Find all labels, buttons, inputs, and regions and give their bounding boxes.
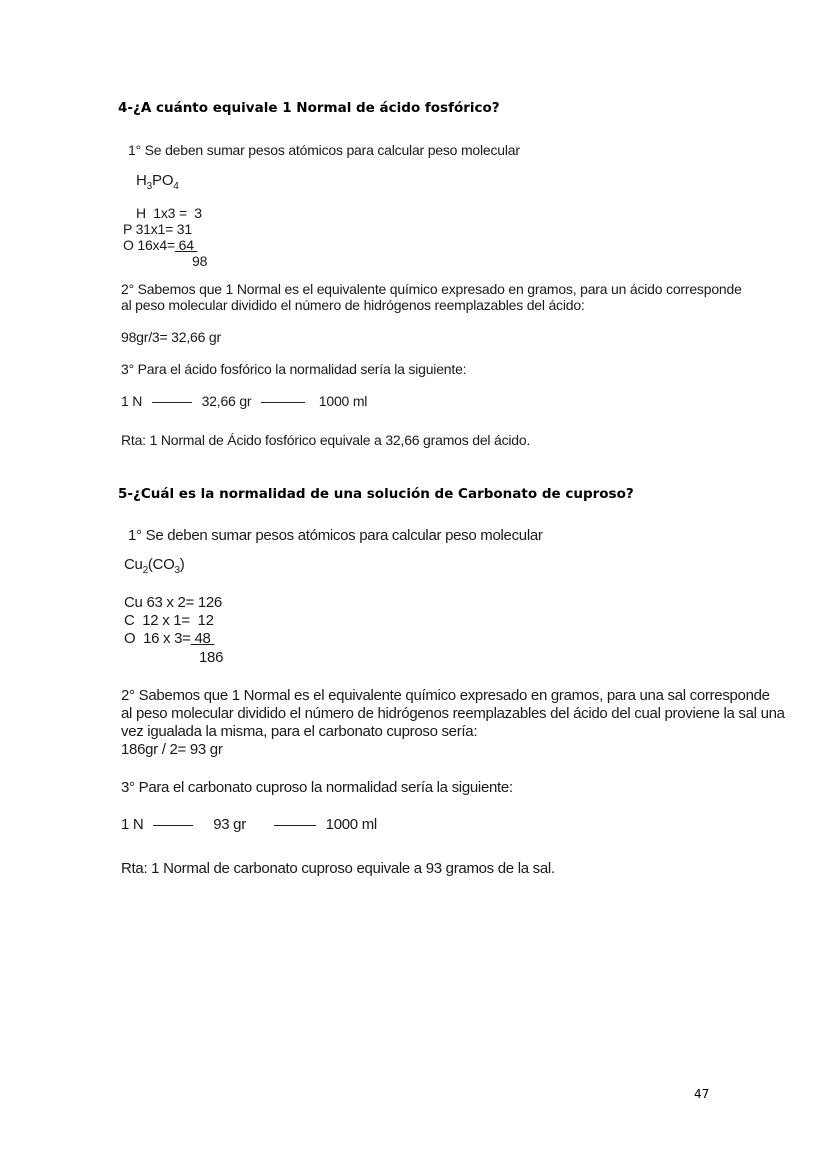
q5-step2-line2: al peso molecular dividido el número de hidrógenos reemplazables del ácido del cual proviene la sal una <box>121 705 785 722</box>
q4-division: 98gr/3= 32,66 gr <box>121 329 221 345</box>
q4-answer: Rta: 1 Normal de Ácido fosfórico equivale a 32,66 gramos del ácido. <box>121 432 531 448</box>
q5-eq-dash-1 <box>153 825 193 826</box>
q4-step3: 3° Para el ácido fosfórico la normalidad sería la siguiente: <box>121 361 467 377</box>
q4-step1: 1° Se deben sumar pesos atómicos para calcular peso molecular <box>128 142 520 158</box>
q5-answer: Rta: 1 Normal de carbonato cuproso equivale a 93 gramos de la sal. <box>121 860 555 877</box>
q5-division: 186gr / 2= 93 gr <box>121 741 223 758</box>
q4-equivalence: 1 N 32,66 gr 1000 ml <box>121 393 368 409</box>
q5-step1: 1° Se deben sumar pesos atómicos para calcular peso molecular <box>128 527 543 544</box>
q5-step2-line3: vez igualada la misma, para el carbonato cuproso sería: <box>121 723 478 740</box>
q4-step2-line2: al peso molecular dividido el número de hidrógenos reemplazables del ácido: <box>121 297 585 313</box>
q4-calc-p: P 31x1= 31 <box>123 221 192 237</box>
page-number: 47 <box>694 1087 710 1101</box>
q5-formula: $Cu_2(CO_3)$ <box>124 556 185 576</box>
q5-calc-c: C 12 x 1= 12 <box>124 612 214 629</box>
q4-title: 4-¿A cuánto equivale 1 Normal de ácido fosfórico? <box>118 100 500 116</box>
q4-calc-total: 98 <box>192 253 208 269</box>
q4-formula: $H_3PO_4$ <box>136 172 179 192</box>
q5-equivalence: 1 N 93 gr 1000 ml <box>121 816 377 833</box>
q5-calc-o: O 16 x 3= 48 <box>124 630 215 647</box>
q5-step2-line1: 2° Sabemos que 1 Normal es el equivalente químico expresado en gramos, para una sal corresponde <box>121 687 770 704</box>
q5-title: 5-¿Cuál es la normalidad de una solución de Carbonato de cuproso? <box>118 486 634 502</box>
q4-eq-dash-2 <box>261 402 305 403</box>
q4-eq-dash-1 <box>152 402 192 403</box>
q4-calc-o: O 16x4= 64 <box>123 237 198 253</box>
q4-calc-h: H 1x3 = 3 <box>136 205 202 221</box>
q5-eq-dash-2 <box>274 825 316 826</box>
q5-calc-total: 186 <box>199 649 224 666</box>
q4-step2-line1: 2° Sabemos que 1 Normal es el equivalente químico expresado en gramos, para un ácido corresponde <box>121 281 742 297</box>
q5-calc-cu: Cu 63 x 2= 126 <box>124 594 222 611</box>
q5-step3: 3° Para el carbonato cuproso la normalidad sería la siguiente: <box>121 779 513 796</box>
